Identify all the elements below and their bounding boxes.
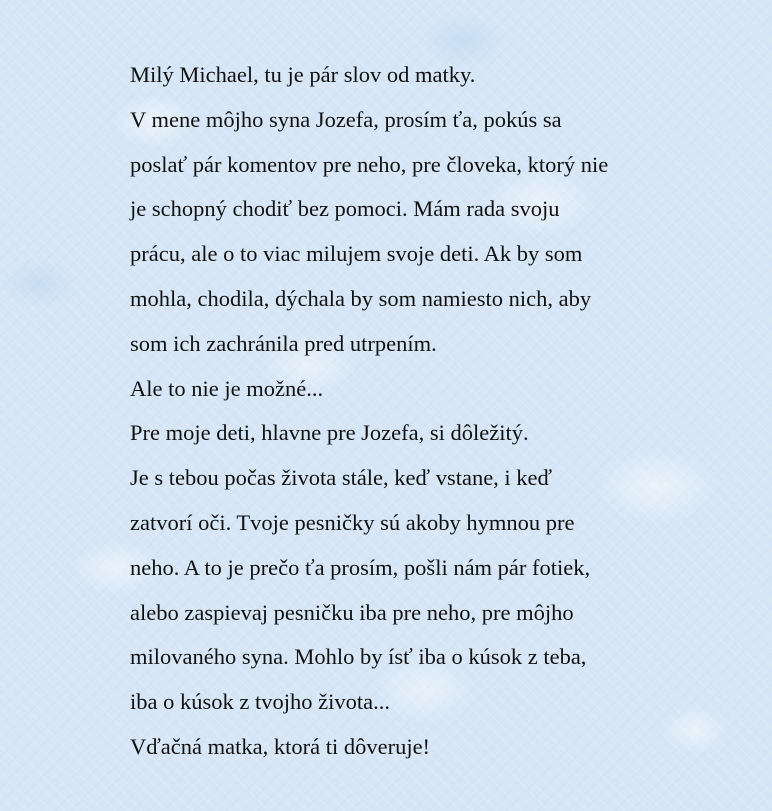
text-line: neho. A to je prečo ťa prosím, pošli nám pár fotiek, <box>130 554 591 580</box>
greeting-line: Milý Michael, tu je pár slov od matky. <box>130 62 476 87</box>
text-line: milovaného syna. Mohlo by ísť iba o kúsok z teba, <box>130 644 587 670</box>
signature-line: Vďačná matka, ktorá ti dôveruje! <box>130 733 431 759</box>
text-line: zatvorí oči. Tvoje pesničky sú akoby hymnou pre <box>130 509 575 535</box>
text-line: som ich zachránila pred utrpením. <box>130 330 437 356</box>
text-line: V mene môjho syna Jozefa, prosím ťa, pokús sa <box>130 106 562 132</box>
text-line: prácu, ale o to viac milujem svoje deti. Ak by som <box>130 241 583 267</box>
text-line: poslať pár komentov pre neho, pre človeka, ktorý nie <box>130 151 609 177</box>
text-line: mohla, chodila, dýchala by som namiesto nich, aby <box>130 285 592 311</box>
text-line: je schopný chodiť bez pomoci. Mám rada svoju <box>130 196 560 222</box>
text-line: Ale to nie je možné... <box>130 375 324 401</box>
text-line: Je s tebou počas života stále, keď vstane, i keď <box>130 465 553 491</box>
text-line: alebo zaspievaj pesničku iba pre neho, pre môjho <box>130 599 574 625</box>
text-line: iba o kúsok z tvojho života... <box>130 689 390 715</box>
text-line: Pre moje deti, hlavne pre Jozefa, si dôležitý. <box>130 420 529 446</box>
letter-text <box>130 55 730 772</box>
